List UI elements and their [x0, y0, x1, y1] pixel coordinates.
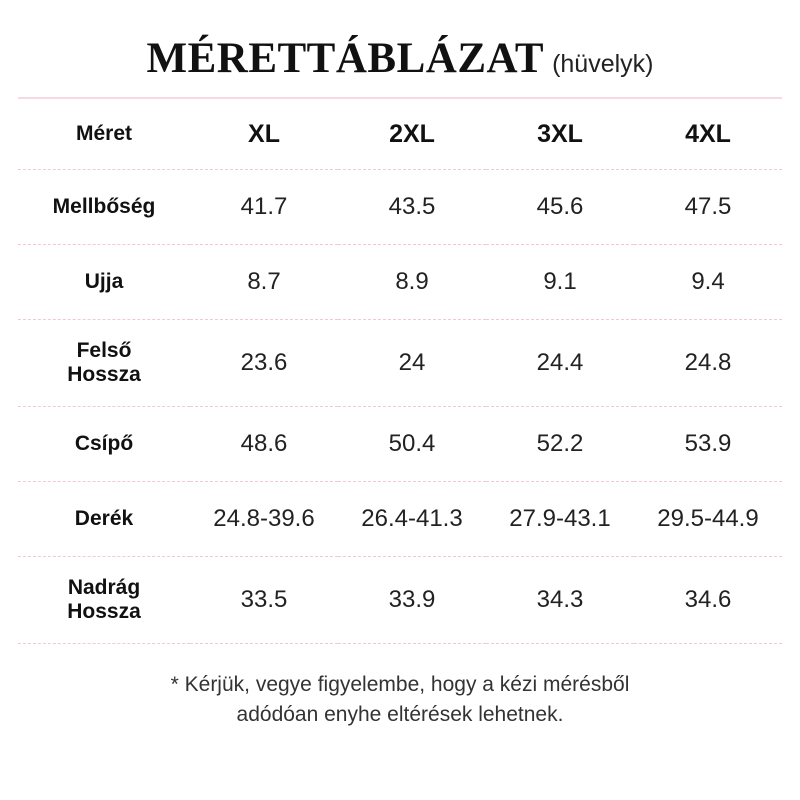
row-label-pants-length	[18, 557, 190, 644]
header-cell-2xl: 2XL	[338, 98, 486, 170]
cell-waist-3xl: 27.9-43.1	[486, 482, 634, 557]
cell-bust-2xl: 43.5	[338, 170, 486, 245]
cell-hip-xl: 48.6	[190, 407, 338, 482]
cell-top-length-3xl: 24.4	[486, 320, 634, 407]
cell-top-length-xl: 23.6	[190, 320, 338, 407]
row-label-top-length-line2: Hossza	[67, 363, 141, 386]
row-label-waist: Derék	[18, 482, 190, 557]
cell-pants-length-4xl: 34.6	[634, 557, 782, 644]
title-unit-text: (hüvelyk)	[552, 50, 654, 78]
row-label-top-length-line1: Felső	[76, 338, 132, 362]
cell-pants-length-3xl: 34.3	[486, 557, 634, 644]
page-title	[0, 0, 800, 97]
header-cell-3xl: 3XL	[486, 98, 634, 170]
table-row	[18, 482, 782, 557]
cell-top-length-4xl: 24.8	[634, 320, 782, 407]
row-label-pants-length-line1: Nadrág	[67, 575, 141, 599]
cell-sleeve-2xl: 8.9	[338, 245, 486, 320]
row-label-pants-length-line2: Hossza	[67, 600, 141, 623]
header-cell-size-label: Méret	[18, 98, 190, 170]
cell-top-length-2xl: 24	[338, 320, 486, 407]
table-row	[18, 407, 782, 482]
row-label-bust: Mellbőség	[18, 170, 190, 245]
cell-sleeve-4xl: 9.4	[634, 245, 782, 320]
cell-waist-2xl: 26.4-41.3	[338, 482, 486, 557]
cell-bust-3xl: 45.6	[486, 170, 634, 245]
disclaimer-line-1: * Kérjük, vegye figyelembe, hogy a kézi mérésből	[170, 673, 630, 696]
header-cell-4xl: 4XL	[634, 98, 782, 170]
disclaimer-line-2: adódóan enyhe eltérések lehetnek.	[236, 703, 564, 727]
table-header-row	[18, 98, 782, 170]
cell-sleeve-xl: 8.7	[190, 245, 338, 320]
cell-sleeve-3xl: 9.1	[486, 245, 634, 320]
header-cell-xl: XL	[190, 98, 338, 170]
table-row	[18, 245, 782, 320]
title-main-text: MÉRETTÁBLÁZAT	[146, 35, 545, 82]
title-line	[147, 34, 654, 83]
cell-hip-4xl: 53.9	[634, 407, 782, 482]
cell-bust-4xl: 47.5	[634, 170, 782, 245]
table-row	[18, 320, 782, 407]
cell-bust-xl: 41.7	[190, 170, 338, 245]
row-label-hip: Csípő	[18, 407, 190, 482]
row-label-sleeve: Ujja	[18, 245, 190, 320]
cell-pants-length-xl: 33.5	[190, 557, 338, 644]
row-label-top-length	[18, 320, 190, 407]
table-row	[18, 557, 782, 644]
table-row	[18, 170, 782, 245]
size-table	[18, 97, 782, 644]
cell-hip-2xl: 50.4	[338, 407, 486, 482]
cell-hip-3xl: 52.2	[486, 407, 634, 482]
measurement-disclaimer	[0, 644, 800, 731]
cell-waist-4xl: 29.5-44.9	[634, 482, 782, 557]
cell-waist-xl: 24.8-39.6	[190, 482, 338, 557]
cell-pants-length-2xl: 33.9	[338, 557, 486, 644]
size-table-container	[0, 97, 800, 644]
